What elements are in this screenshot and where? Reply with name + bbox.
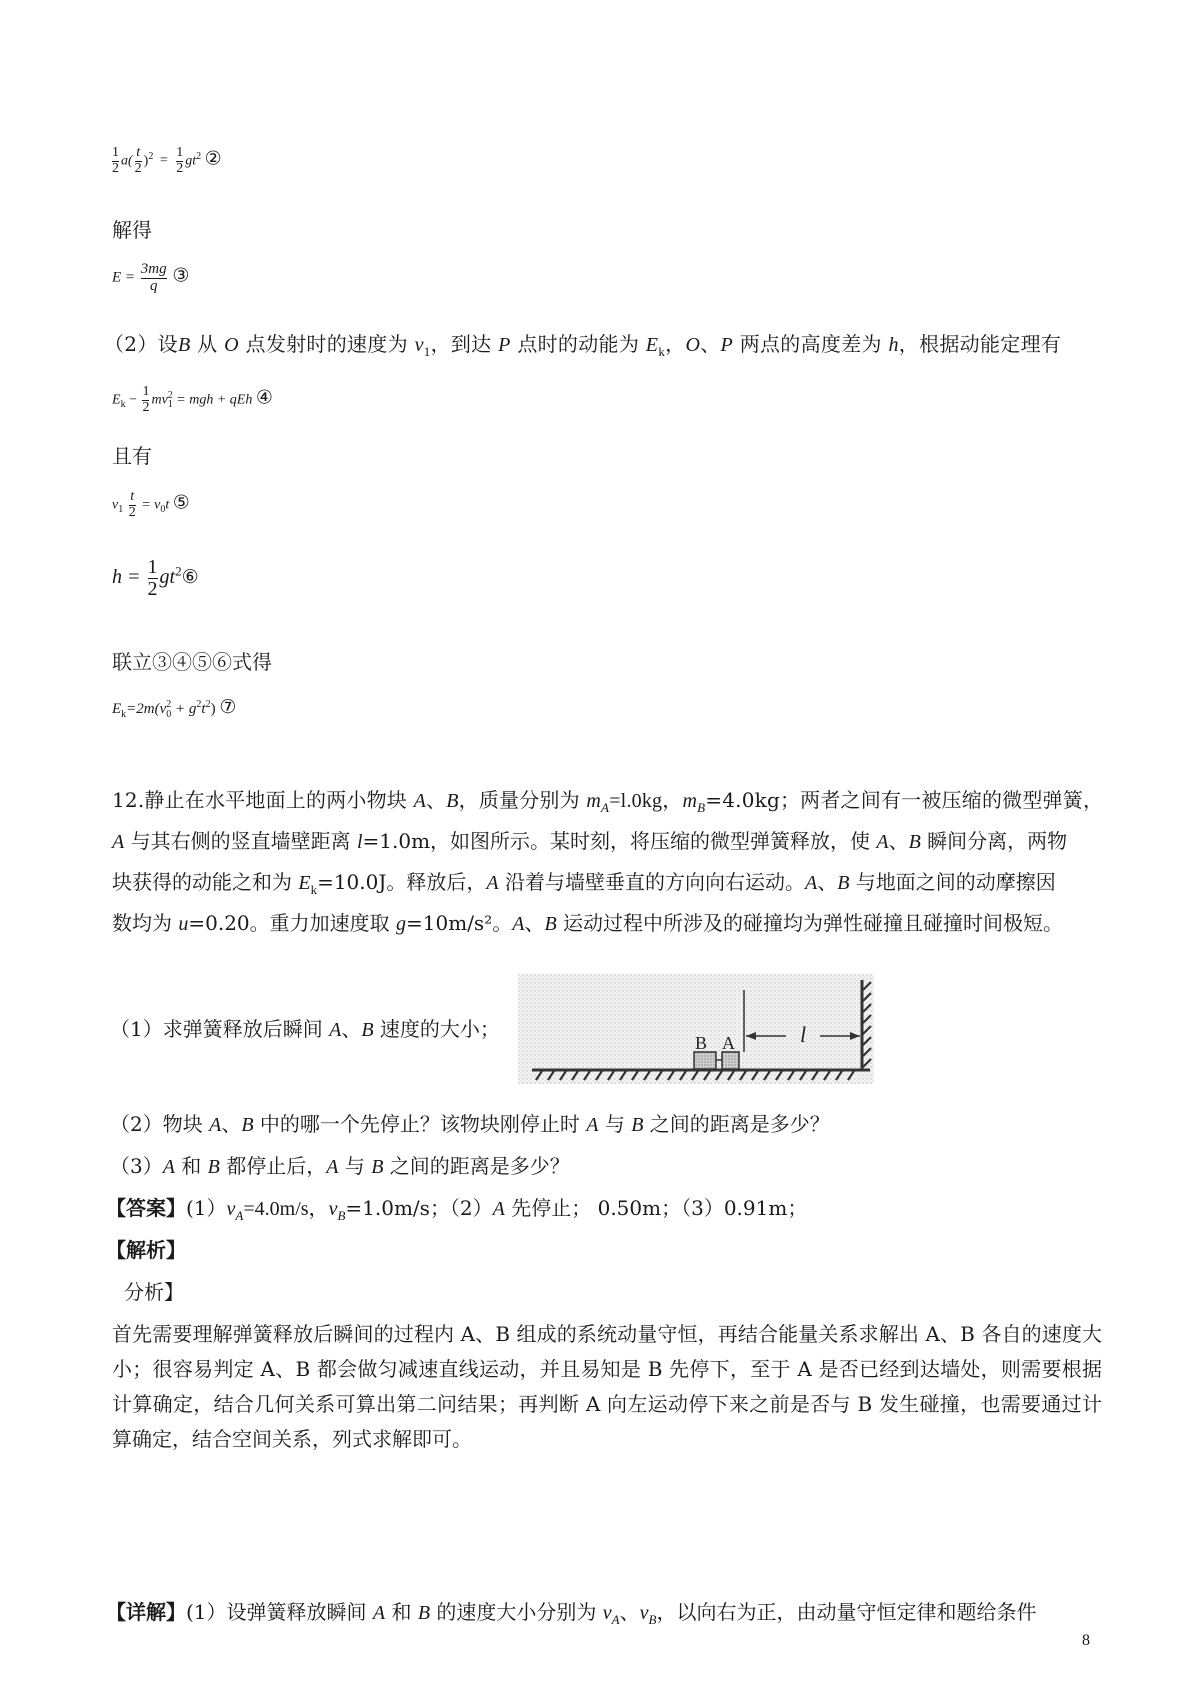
- eq-term: E: [112, 701, 122, 717]
- text-run: 的速度大小分别为: [430, 1600, 603, 1624]
- var-A: A: [162, 1156, 175, 1178]
- eq-term: a(: [121, 153, 133, 169]
- eq-term: = v: [141, 497, 161, 513]
- text-run: =l.0kg，: [609, 790, 683, 812]
- eq-term: mv: [151, 392, 168, 408]
- text-run: 和: [174, 1154, 208, 1178]
- equation-2: [110, 146, 222, 176]
- eq-term: v: [112, 497, 119, 513]
- fraction-denominator: 2: [134, 160, 142, 176]
- subscript: A: [601, 800, 610, 815]
- equation-marker: ⑦: [219, 697, 237, 718]
- equation-marker: ④: [255, 387, 273, 409]
- equation-marker: ⑥: [181, 567, 199, 589]
- text-run: 先停止； 0.50m；（3）0.91m；: [504, 1196, 808, 1220]
- eq-term: gt: [185, 153, 197, 169]
- text-run: 之间的距离是多少？: [383, 1154, 570, 1178]
- fraction-denominator: 2: [128, 504, 136, 520]
- block-A: [722, 1052, 739, 1069]
- detail-line: [106, 1602, 1036, 1630]
- figure-blocks-wall: [518, 974, 878, 1088]
- text-run: =4.0kg；两者之间有一被压缩的微型弹簧，: [705, 788, 1104, 812]
- subscript: 1: [167, 399, 173, 411]
- eq-term: =2m(v: [126, 701, 167, 717]
- var-A: A: [372, 1602, 386, 1624]
- eq-term: ): [210, 701, 216, 717]
- var-v: v: [226, 1198, 236, 1220]
- text-run: （1）求弹簧释放后瞬间: [110, 1017, 330, 1041]
- eq-exponent: 2: [148, 150, 154, 162]
- fraction-numerator: 3mg: [140, 261, 167, 277]
- text-run: (1）: [186, 1196, 227, 1220]
- text-run: 点时的动能为: [510, 332, 646, 356]
- equation-7: [112, 696, 236, 720]
- text-run: 块获得的动能之和为: [112, 870, 299, 894]
- var-g: g: [396, 913, 407, 935]
- fraction-denominator: 2: [147, 578, 158, 600]
- text-jiede: 解得: [112, 218, 152, 242]
- var-l: l: [356, 831, 363, 853]
- analysis-paragraph: 首先需要理解弹簧释放后瞬间的过程内 A、B 组成的系统动量守恒，再结合能量关系求解出 A、B 各自的速度大小；很容易判定 A、B 都会做匀减速直线运动，并且易知是 B 先停下，至于 A 是否已经到达墙处，则需要根据计算确定，结合几何关系可算出第二问结果；再判断 A 向左运动停下来之前是否与 B 发生碰撞，也需要通过计算确定，结合空间关系，列式求解即可。: [112, 1322, 1102, 1451]
- text-run: 与: [338, 1154, 372, 1178]
- analysis-heading: 【解析】: [106, 1238, 186, 1262]
- var-A: A: [876, 831, 889, 853]
- problem-12-line-2: [112, 831, 1067, 852]
- eq-term: gt: [159, 566, 176, 589]
- var-A: A: [492, 1198, 505, 1220]
- var-B: B: [417, 1602, 431, 1624]
- var-B: B: [207, 1156, 220, 1178]
- text-run: ，以向右为正，由动量守恒定律和题给条件: [656, 1600, 1037, 1624]
- fraction-numerator: t: [130, 489, 135, 504]
- var-P: P: [498, 334, 511, 356]
- var-A: A: [486, 872, 499, 894]
- var-m: m: [682, 790, 698, 812]
- equation-marker: ②: [204, 148, 222, 170]
- problem-12-line-1: [112, 790, 1103, 818]
- sub-question-2: [110, 1114, 830, 1135]
- eq-exponent: 2: [166, 699, 172, 710]
- text-run: 和: [385, 1600, 418, 1624]
- var-A: A: [329, 1019, 342, 1041]
- text-run: 从: [190, 332, 225, 356]
- subscript: 1: [118, 504, 124, 516]
- text-run: 、: [524, 911, 545, 935]
- equation-marker: ③: [172, 265, 190, 287]
- text-run: ，: [665, 332, 686, 356]
- fenxi-heading: 分析】: [124, 1280, 184, 1304]
- eq-exponent: 2: [196, 150, 202, 162]
- text-run: 与: [598, 1112, 632, 1136]
- text-run: 与地面之间的动摩擦因: [849, 870, 1056, 894]
- var-B: B: [837, 872, 850, 894]
- text-run: 沿着与墙壁垂直的方向向右运动。: [498, 870, 805, 894]
- fraction-numerator: t: [136, 145, 141, 160]
- var-v: v: [602, 1602, 612, 1624]
- text-run: 、: [888, 829, 909, 853]
- eq-exponent: 2: [167, 389, 173, 401]
- equation-marker: ⑤: [172, 492, 190, 514]
- fraction-numerator: 1: [142, 384, 150, 399]
- var-A: A: [209, 1114, 222, 1136]
- text-run: 之间的距离是多少？: [643, 1112, 830, 1136]
- text-run: （3）: [110, 1154, 163, 1178]
- var-B: B: [361, 1019, 374, 1041]
- text-run: 、: [817, 870, 838, 894]
- text-run: 12.静止在水平地面上的两小物块: [112, 788, 414, 812]
- answer-line: [106, 1198, 807, 1226]
- var-m: m: [586, 790, 602, 812]
- fraction-numerator: 1: [147, 556, 158, 578]
- var-B: B: [446, 790, 459, 812]
- text-run: 、: [341, 1017, 362, 1041]
- equation-6: [112, 557, 199, 600]
- subscript: 0: [160, 504, 166, 516]
- fraction-denominator: 2: [142, 399, 150, 415]
- text-run: 、: [221, 1112, 242, 1136]
- problem-12-line-3: [112, 872, 1056, 900]
- fraction-numerator: 1: [112, 145, 119, 160]
- var-B: B: [241, 1114, 254, 1136]
- eq-term: E: [112, 392, 121, 408]
- eq-term: ): [143, 153, 149, 169]
- text-lianli: 联立③④⑤⑥式得: [112, 650, 272, 674]
- text-run: 数均为: [112, 911, 179, 935]
- subscript: k: [121, 709, 127, 720]
- fraction-denominator: 2: [112, 160, 119, 176]
- detail-tag: 【详解】: [106, 1600, 186, 1624]
- var-B: B: [371, 1156, 384, 1178]
- fraction-denominator: q: [141, 278, 167, 295]
- text-run: 、: [619, 1600, 640, 1624]
- subscript: k: [310, 882, 318, 897]
- text-run: 两点的高度差为: [733, 332, 889, 356]
- eq-term: h =: [112, 566, 141, 589]
- var-A: A: [804, 872, 818, 894]
- text-run: 瞬间分离，两物: [920, 829, 1068, 853]
- eq-exponent: 2: [205, 699, 211, 710]
- eq-term: t: [165, 497, 170, 513]
- var-u: u: [178, 913, 189, 935]
- subscript: B: [337, 1208, 346, 1223]
- sub-question-1: [110, 1019, 500, 1040]
- var-v: v: [328, 1198, 338, 1220]
- text-run: =0.20。重力加速度取: [188, 911, 397, 935]
- equation-3: [112, 262, 189, 295]
- text-run: =10m/s²。: [406, 911, 513, 935]
- text-run: 速度的大小；: [373, 1017, 500, 1041]
- text-run: =1.0m/s；（2）: [345, 1196, 493, 1220]
- text-run: ，根据动能定理有: [898, 332, 1062, 356]
- text-run: 点发射时的速度为: [238, 332, 415, 356]
- var-B: B: [177, 334, 191, 356]
- text-part-2-setup: [104, 334, 1061, 362]
- var-A: A: [326, 1156, 339, 1178]
- text-run: =10.0J。释放后，: [317, 870, 487, 894]
- text-run: 、: [700, 332, 721, 356]
- var-v1: v: [414, 334, 424, 356]
- page-number: 8: [1082, 1632, 1090, 1649]
- text-run: 中的哪一个先停止？该物块刚停止时: [253, 1112, 587, 1136]
- label-l: l: [800, 1022, 807, 1047]
- eq-equals: =: [159, 153, 168, 169]
- subscript: 0: [166, 709, 172, 720]
- var-B: B: [544, 913, 557, 935]
- text-run: ，质量分别为: [458, 788, 587, 812]
- eq-exponent: 2: [196, 699, 202, 710]
- text-run: =4.0m/s，: [243, 1198, 329, 1220]
- subscript: k: [120, 399, 126, 411]
- sub-question-3: [110, 1156, 570, 1177]
- var-E: E: [298, 872, 311, 894]
- problem-12-line-4: [112, 913, 1063, 934]
- text-run: （2）物块: [110, 1112, 210, 1136]
- text-run: (1）设弹簧释放瞬间: [186, 1600, 373, 1624]
- var-v: v: [639, 1602, 649, 1624]
- text-qieyou: 且有: [112, 444, 152, 468]
- equation-5: [112, 490, 190, 520]
- var-B: B: [908, 831, 921, 853]
- eq-term: t: [201, 701, 206, 717]
- label-A: A: [722, 1033, 735, 1053]
- var-B: B: [631, 1114, 644, 1136]
- var-O: O: [224, 334, 239, 356]
- text-run: 与其右侧的竖直墙壁距离: [124, 829, 357, 853]
- fraction-numerator: 1: [176, 145, 184, 160]
- eq-minus: −: [129, 392, 137, 408]
- var-A: A: [413, 790, 426, 812]
- var-Ek: E: [645, 334, 659, 356]
- var-O: O: [685, 334, 701, 356]
- equation-4: [112, 385, 273, 415]
- eq-term: = mgh + qEh: [176, 392, 253, 408]
- eq-term: E =: [112, 269, 136, 286]
- label-B: B: [695, 1033, 708, 1053]
- var-h: h: [888, 334, 899, 356]
- var-A: A: [512, 913, 525, 935]
- var-A: A: [112, 831, 125, 853]
- subscript: k: [658, 344, 666, 359]
- subscript: A: [611, 1612, 620, 1627]
- text-run: 运动过程中所涉及的碰撞均为弹性碰撞且碰撞时间极短。: [556, 911, 1064, 935]
- var-P: P: [720, 334, 734, 356]
- fraction-denominator: 2: [176, 160, 184, 176]
- eq-exponent: 2: [175, 563, 182, 579]
- text-run: =1.0m，如图所示。某时刻，将压缩的微型弹簧释放，使: [362, 829, 877, 853]
- subscript: 1: [423, 344, 431, 359]
- subscript: B: [648, 1612, 657, 1627]
- eq-term: + g: [171, 701, 197, 717]
- text-run: 都停止后，: [219, 1154, 327, 1178]
- subscript: A: [235, 1208, 244, 1223]
- text-run: 、: [426, 788, 447, 812]
- text-run: （2）设: [104, 332, 178, 356]
- text-run: ，到达: [430, 332, 499, 356]
- subscript: B: [697, 800, 706, 815]
- answer-tag: 【答案】: [106, 1196, 186, 1220]
- var-A: A: [586, 1114, 599, 1136]
- block-B: [694, 1052, 716, 1069]
